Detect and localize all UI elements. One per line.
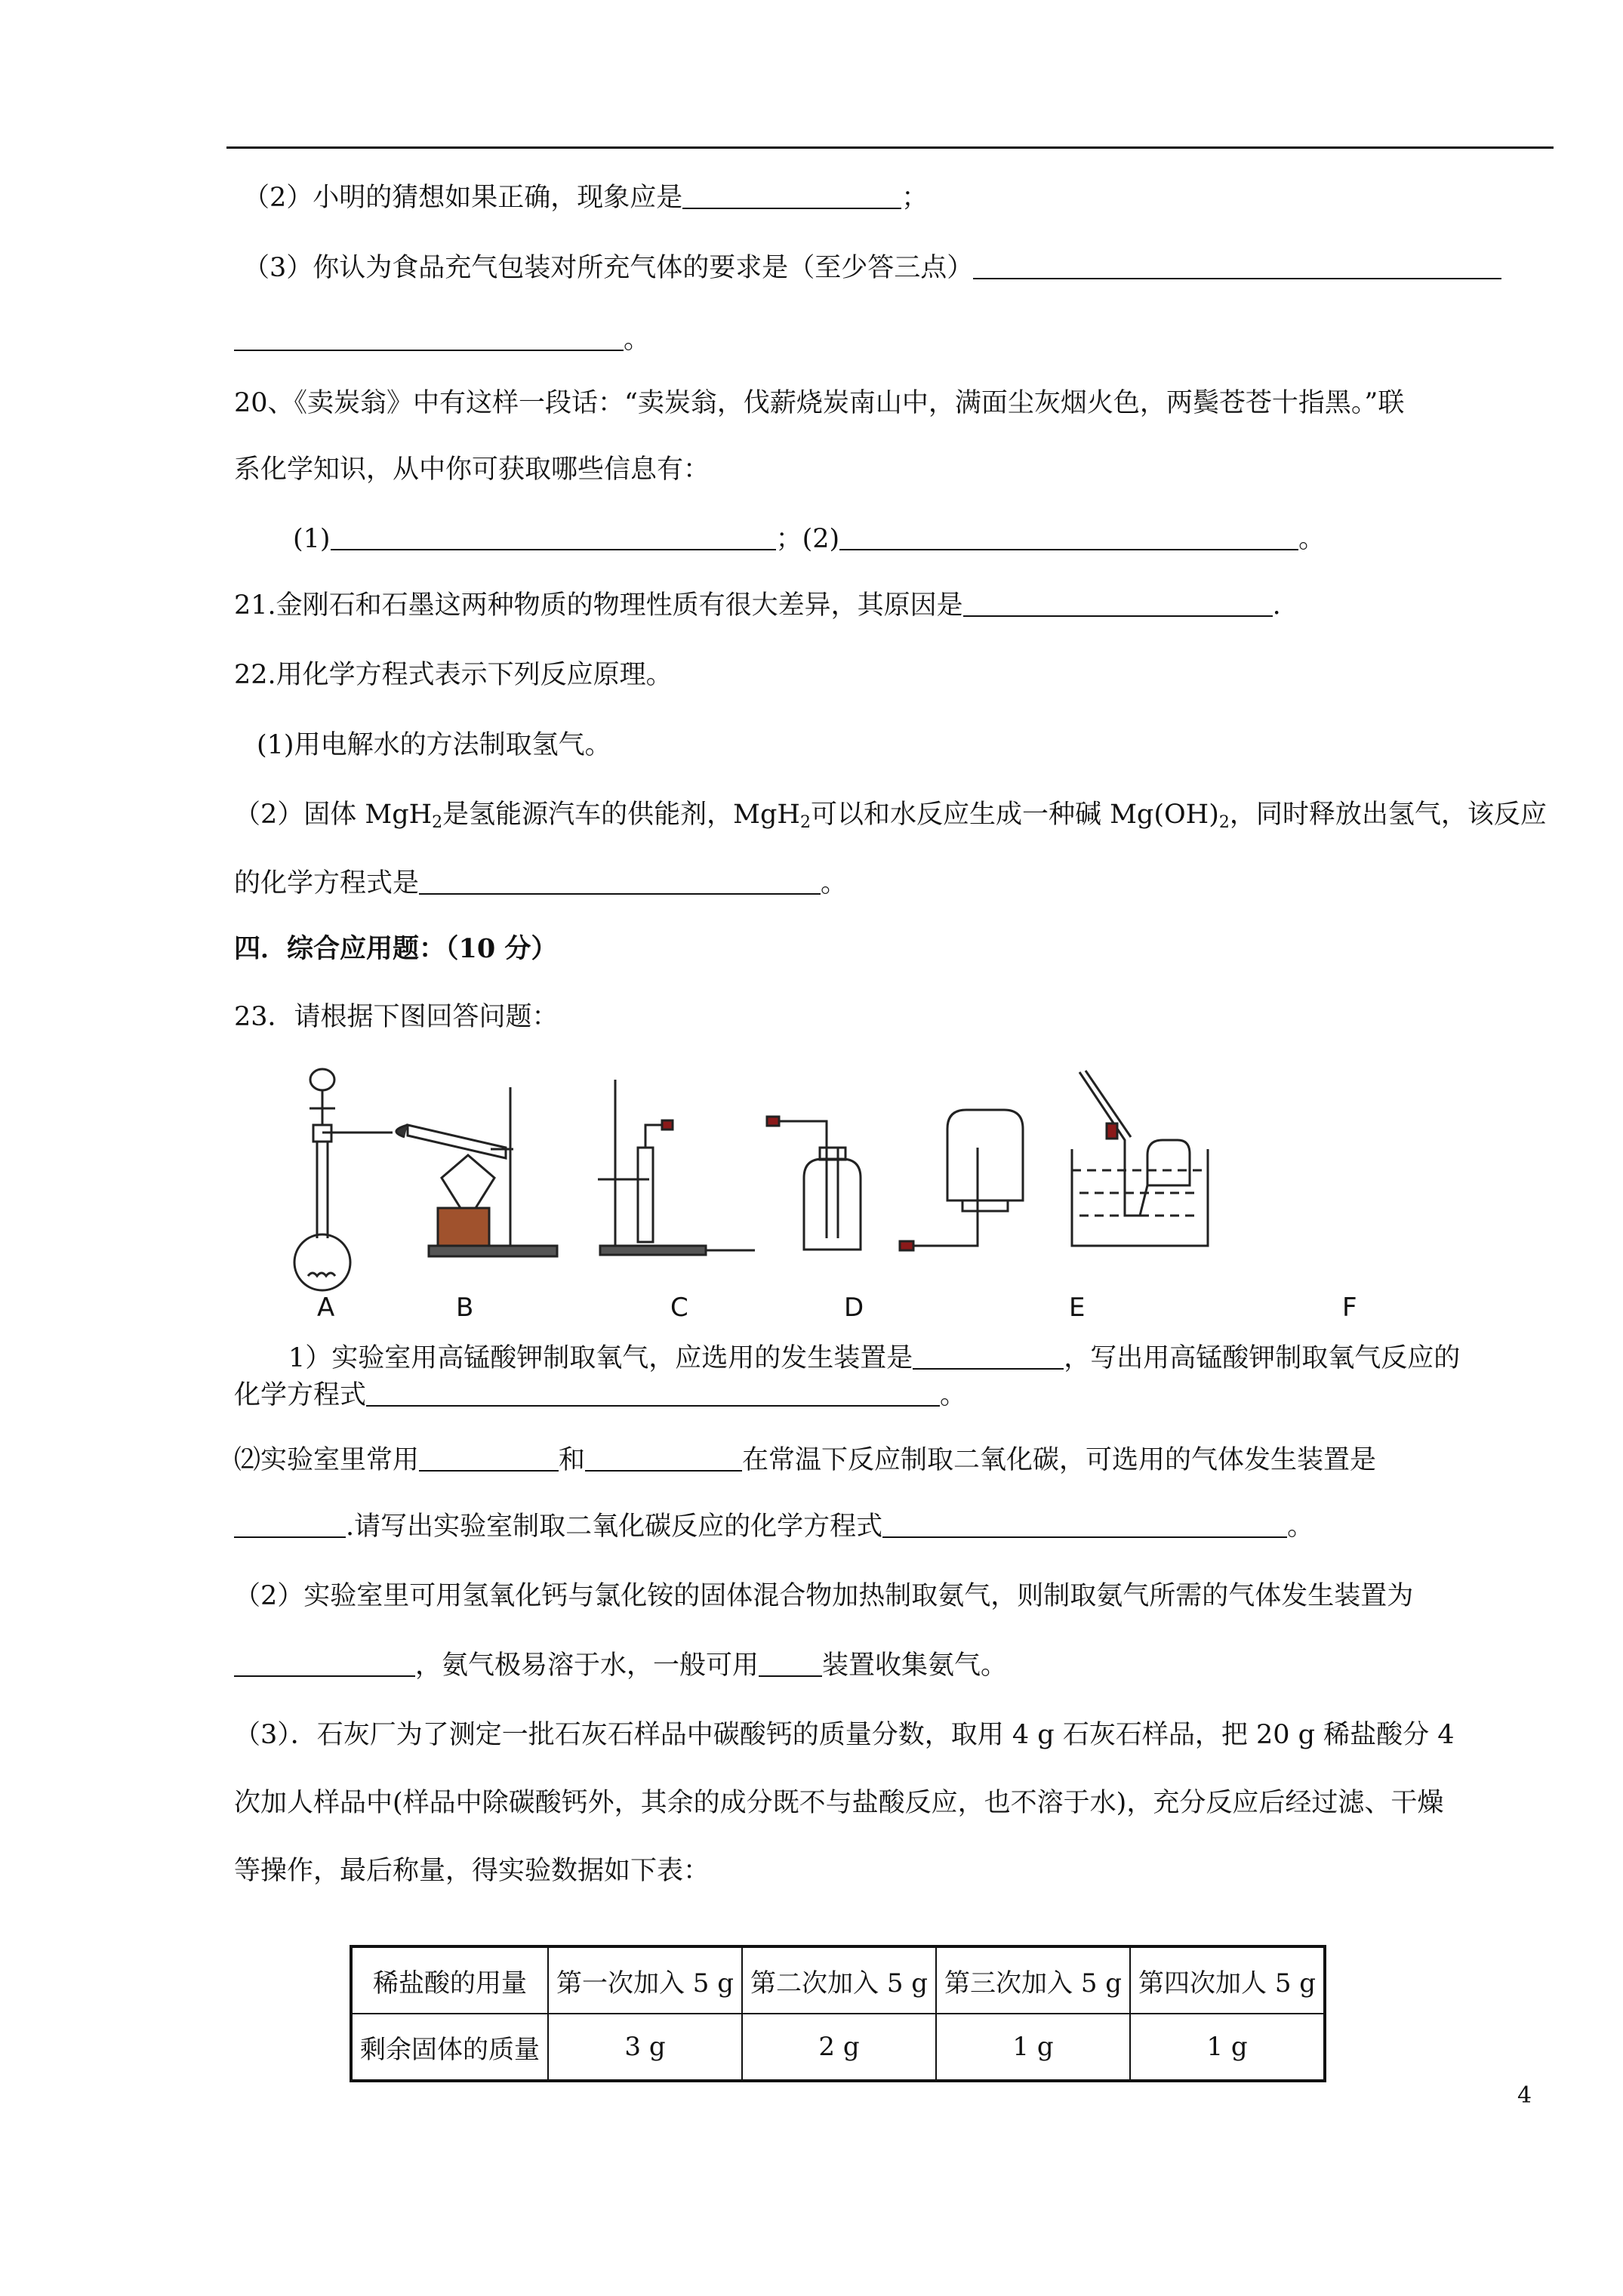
q23-part-4-line-3: 等操作，最后称量，得实验数据如下表：: [234, 1856, 710, 1886]
table-row: [351, 1946, 1325, 2014]
table-header-cell: 第三次加入 5 g: [936, 1946, 1130, 2014]
apparatus-label-f: F: [1342, 1293, 1357, 1323]
apparatus-label-d: D: [844, 1293, 864, 1323]
q23-part-3-cont: ，氨气极易溶于水，一般可用 装置收集氨气。: [234, 1649, 1007, 1682]
q22-item-1: (1)用电解水的方法制取氢气。: [257, 730, 611, 760]
answer-blank[interactable]: [963, 590, 1273, 617]
apparatus-c: [598, 1080, 755, 1255]
answer-blank[interactable]: [585, 1444, 742, 1472]
answer-blank[interactable]: [419, 1444, 559, 1472]
q21: 21.金刚石和石墨这两种物质的物理性质有很大差异，其原因是 .: [234, 590, 1281, 621]
header-rule: [226, 146, 1554, 149]
apparatus-label-c: C: [670, 1293, 688, 1323]
table-cell: 1 g: [936, 2014, 1130, 2081]
apparatus-label-e: E: [1069, 1293, 1086, 1323]
q23-part-1-cont: 化学方程式 。: [234, 1380, 967, 1410]
apparatus-a: [294, 1069, 393, 1290]
table-row: [351, 2014, 1325, 2081]
table-header-cell: 第四次加人 5 g: [1130, 1946, 1325, 2014]
answer-blank[interactable]: [234, 1650, 415, 1677]
apparatus-d: [767, 1117, 861, 1250]
apparatus-label-b: B: [456, 1293, 474, 1323]
table-cell: 1 g: [1130, 2014, 1325, 2081]
q23-part-1: 1）实验室用高锰酸钾制取氧气，应选用的发生装置是 ，写出用高锰酸钾制取氧气反应的: [288, 1343, 1461, 1373]
answer-blank[interactable]: [331, 523, 776, 550]
table-cell: 剩余固体的质量: [351, 2014, 548, 2081]
q22-title: 22.用化学方程式表示下列反应原理。: [234, 660, 673, 690]
q23-title: 23．请根据下图回答问题：: [234, 1002, 559, 1032]
answer-blank[interactable]: [973, 252, 1501, 279]
table-header-cell: 第二次加入 5 g: [742, 1946, 936, 2014]
q20-line-2: 系化学知识，从中你可获取哪些信息有：: [234, 455, 710, 485]
answer-blank[interactable]: [234, 1511, 346, 1538]
table-cell: 2 g: [742, 2014, 936, 2081]
q19-item-2: （2）小明的猜想如果正确，现象应是 ；: [243, 183, 929, 213]
answer-blank[interactable]: [366, 1379, 940, 1407]
experiment-data-table: [350, 1945, 1326, 2082]
lab-apparatus-figure: [287, 1065, 1449, 1321]
q23-part-3: （2）实验室里可用氢氧化钙与氯化铵的固体混合物加热制取氨气，则制取氨气所需的气体发生装置为: [234, 1581, 1414, 1611]
apparatus-b: [396, 1087, 557, 1256]
q20-answers: (1) ；(2) 。: [293, 524, 1326, 554]
q23-part-4-line-2: 次加人样品中(样品中除碳酸钙外，其余的成分既不与盐酸反应，也不溶于水)，充分反应后经过滤、干燥: [234, 1788, 1444, 1818]
table-cell: 3 g: [548, 2014, 742, 2081]
q19-item-3: （3）你认为食品充气包装对所充气体的要求是（至少答三点）: [243, 251, 1501, 285]
table-header-cell: 第一次加入 5 g: [548, 1946, 742, 2014]
apparatus-f: [1072, 1071, 1208, 1246]
q23-part-4-line-1: （3）．石灰厂为了测定一批石灰石样品中碳酸钙的质量分数，取用 4 g 石灰石样品，把 20 g 稀盐酸分 4: [234, 1720, 1455, 1750]
page-number: 4: [1517, 2082, 1532, 2109]
section-4-heading: 四．综合应用题：（10 分）: [234, 933, 558, 964]
answer-blank[interactable]: [419, 868, 821, 895]
apparatus-e: [900, 1110, 1023, 1250]
answer-blank[interactable]: [682, 182, 901, 209]
table-header-cell: 稀盐酸的用量: [351, 1946, 548, 2014]
apparatus-label-a: A: [317, 1293, 335, 1323]
q23-part-2-cont: .请写出实验室制取二氧化碳反应的化学方程式 。: [234, 1510, 1313, 1543]
q23-part-2: ⑵实验室里常用 和 在常温下反应制取二氧化碳，可选用的气体发生装置是: [234, 1445, 1377, 1475]
answer-blank[interactable]: [913, 1342, 1064, 1370]
q22-item-2-cont: 的化学方程式是 。: [234, 868, 848, 898]
answer-blank[interactable]: [234, 324, 624, 351]
answer-blank[interactable]: [882, 1511, 1287, 1538]
q22-item-2: （2）固体 MgH$_2$是氢能源汽车的供能剂，MgH$_2$可以和水反应生成一种碱 $Mg(OH)_2$，同时释放出氢气，该反应: [234, 800, 1547, 832]
q19-item-3-cont: 。: [234, 323, 650, 356]
q20-line-1: 20、《卖炭翁》中有这样一段话：“卖炭翁，伐薪烧炭南山中，满面尘灰烟火色，两鬓苍苍十指黑。”联: [234, 388, 1405, 418]
answer-blank[interactable]: [759, 1650, 822, 1677]
answer-blank[interactable]: [839, 523, 1298, 550]
